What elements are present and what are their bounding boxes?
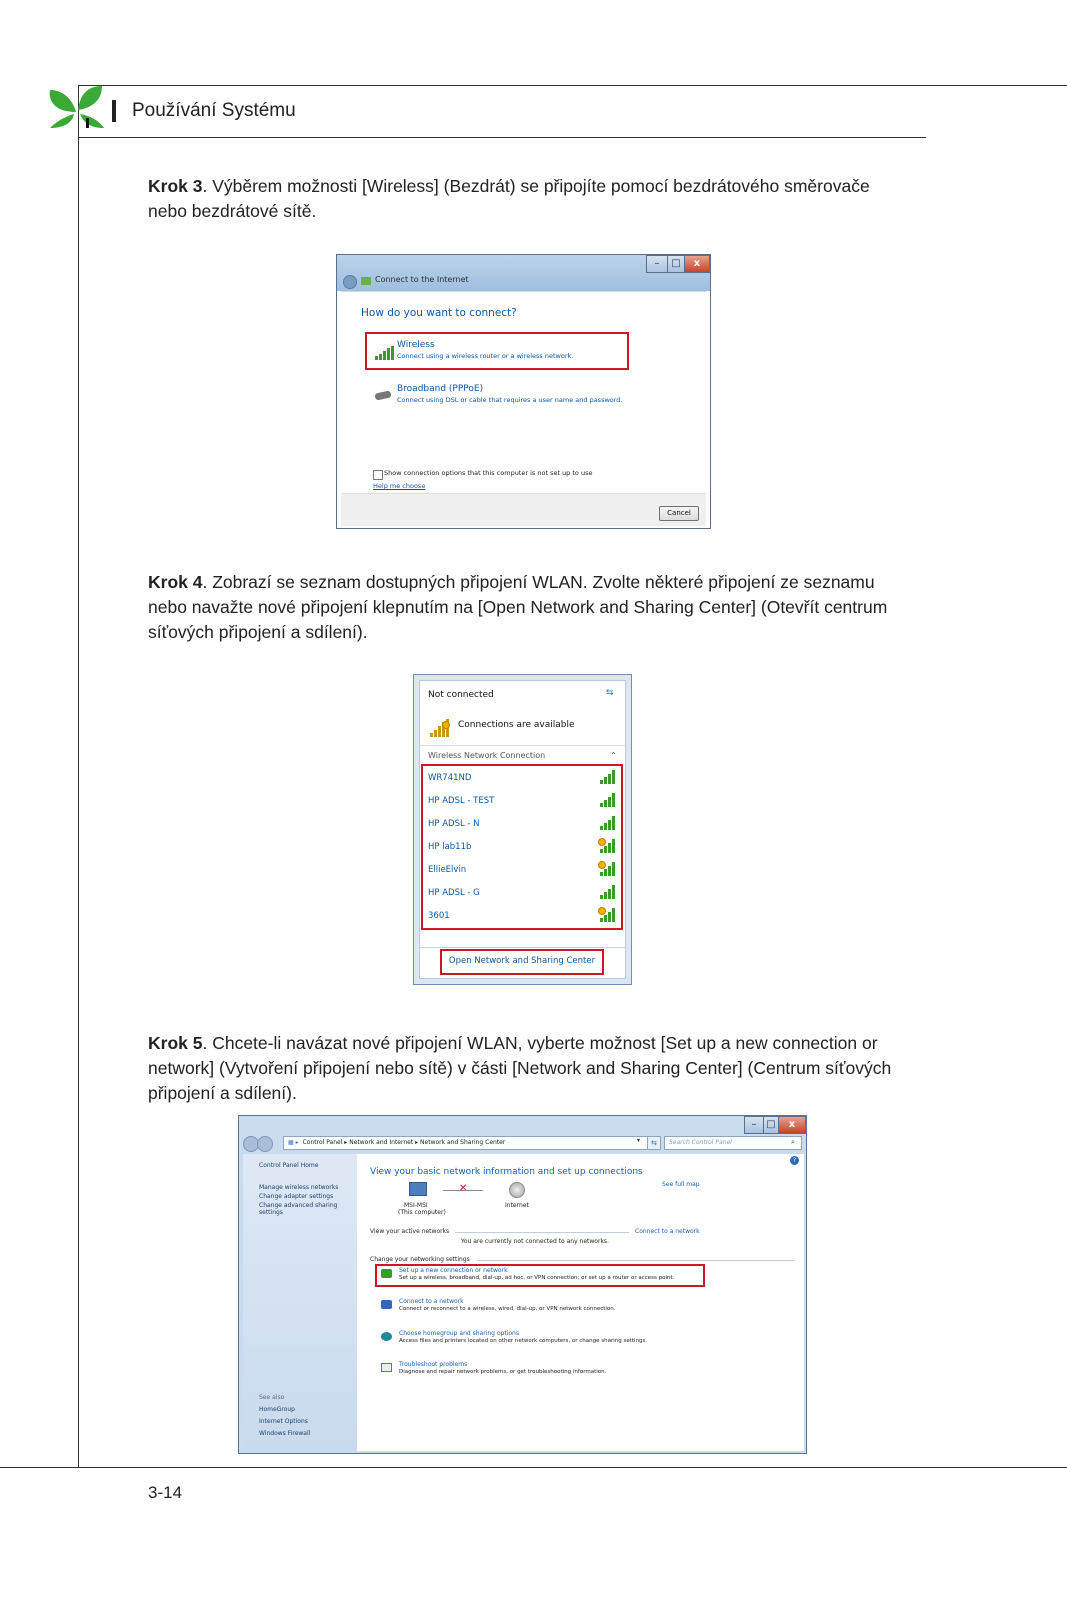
- active-networks-label: View your active networks: [370, 1228, 450, 1235]
- troubleshoot-icon: [381, 1363, 392, 1372]
- footer-rule: [0, 1467, 1067, 1468]
- broadband-option-desc: Connect using DSL or cable that requires a user name and password.: [397, 396, 623, 404]
- task-desc: Diagnose and repair network problems, or get troubleshooting information.: [399, 1369, 607, 1375]
- security-warning-icon: [598, 907, 606, 915]
- header-accent-bar: [112, 100, 116, 122]
- step-3-paragraph: [148, 174, 908, 224]
- dropdown-arrow-icon[interactable]: ▾: [637, 1137, 641, 1144]
- sidebar-advanced-sharing[interactable]: Change advanced sharing settings: [259, 1202, 338, 1216]
- dialog-title: Connect to the Internet: [375, 275, 469, 284]
- step-4-text: . Zobrazí se seznam dostupných připojení WLAN. Zvolte některé připojení ze seznamu nebo navažte nové připojení klepnutím na [Open Network and Sharing Center] (Otevřít centrum síťových připojení a sdílení).: [148, 572, 888, 642]
- task-title: Choose homegroup and sharing options: [399, 1330, 519, 1337]
- security-warning-icon: [598, 861, 606, 869]
- show-options-checkbox[interactable]: [373, 470, 383, 480]
- help-icon[interactable]: ?: [790, 1156, 799, 1165]
- wlan-popup: [413, 674, 632, 985]
- forward-button[interactable]: [257, 1136, 273, 1152]
- highlight-box: [365, 332, 629, 370]
- signal-icon: [600, 885, 615, 899]
- main-heading: View your basic network information and set up connections: [370, 1167, 643, 1177]
- internet-globe-icon: [509, 1182, 525, 1198]
- network-list: [428, 767, 618, 927]
- task-troubleshoot[interactable]: [379, 1361, 699, 1379]
- broadband-option-label: Broadband (PPPoE): [397, 384, 484, 394]
- section-rule: [477, 1260, 795, 1261]
- maximize-button[interactable]: □: [763, 1116, 779, 1134]
- page-number: 3-14: [148, 1483, 183, 1502]
- msi-leaf-logo: [46, 82, 106, 130]
- connect-network-icon: [381, 1300, 392, 1309]
- collapse-chevron-icon[interactable]: ⌃: [610, 751, 617, 760]
- header-rule: [78, 137, 926, 138]
- change-settings-label: Change your networking settings: [370, 1256, 470, 1263]
- step-5-paragraph: [148, 1031, 908, 1106]
- network-item-wr741nd[interactable]: [428, 767, 618, 790]
- divider: [419, 947, 626, 948]
- setup-connection-icon: [381, 1269, 392, 1278]
- step-3-label: Krok 3: [148, 176, 203, 196]
- network-name: HP lab11b: [428, 842, 472, 852]
- task-connect-to-network[interactable]: [379, 1298, 699, 1316]
- network-name: HP ADSL - TEST: [428, 796, 495, 806]
- sidebar-windows-firewall[interactable]: Windows Firewall: [259, 1430, 311, 1437]
- task-desc: Connect or reconnect to a wireless, wired, dial-up, or VPN network connection.: [399, 1306, 616, 1312]
- wireless-option-label: Wireless: [397, 340, 435, 350]
- breadcrumb-network-internet[interactable]: Network and Internet: [349, 1139, 414, 1146]
- close-button[interactable]: x: [684, 255, 710, 273]
- refresh-button[interactable]: ⇆: [647, 1136, 661, 1150]
- sidebar: [243, 1154, 357, 1451]
- network-folder-icon: ▦ ▸: [288, 1139, 299, 1146]
- sidebar-control-panel-home[interactable]: Control Panel Home: [259, 1162, 319, 1169]
- connect-to-network-link[interactable]: Connect to a network: [635, 1228, 700, 1235]
- network-name: EllieElvin: [428, 865, 467, 875]
- not-connected-text: You are currently not connected to any networks.: [461, 1238, 609, 1245]
- help-me-choose-link[interactable]: Help me choose: [373, 482, 426, 490]
- top-rule: [78, 85, 1067, 86]
- network-name: HP ADSL - N: [428, 819, 480, 829]
- divider: [420, 745, 625, 746]
- search-box[interactable]: [664, 1136, 802, 1150]
- dialog-footer: [341, 493, 706, 526]
- close-button[interactable]: x: [778, 1116, 806, 1134]
- step-4-paragraph: [148, 570, 908, 645]
- section-rule: [455, 1232, 629, 1233]
- network-item-hp-lab11b[interactable]: [428, 836, 618, 859]
- network-name: HP ADSL - G: [428, 888, 480, 898]
- section-title: Používání Systému: [132, 100, 296, 121]
- available-star-icon: [442, 721, 450, 729]
- task-title: Connect to a network: [399, 1298, 464, 1305]
- step-5-label: Krok 5: [148, 1033, 203, 1053]
- sidebar-homegroup[interactable]: HomeGroup: [259, 1406, 295, 1413]
- network-sharing-center-window: [238, 1115, 807, 1454]
- cancel-button[interactable]: Cancel: [659, 506, 699, 521]
- task-title: Set up a new connection or network: [399, 1267, 508, 1274]
- signal-icon: [600, 793, 615, 807]
- network-item-ellieelvin[interactable]: [428, 859, 618, 882]
- network-name: WR741ND: [428, 773, 472, 783]
- network-name: 3601: [428, 911, 450, 921]
- computer-icon: [409, 1182, 427, 1196]
- signal-icon: [600, 816, 615, 830]
- homegroup-icon: [381, 1332, 392, 1341]
- task-desc: Access files and printers located on other network computers, or change sharing settings.: [399, 1338, 648, 1344]
- left-rule: [78, 85, 79, 1468]
- see-also-label: See also: [259, 1394, 285, 1401]
- network-item-hp-adsl-n[interactable]: [428, 813, 618, 836]
- network-item-hp-adsl-test[interactable]: [428, 790, 618, 813]
- disconnected-x-icon: ✕: [459, 1183, 468, 1194]
- search-icon[interactable]: ⌕: [791, 1138, 795, 1146]
- dialog-question: How do you want to connect?: [361, 307, 517, 319]
- step-4-label: Krok 4: [148, 572, 203, 592]
- internet-label: Internet: [505, 1202, 529, 1209]
- task-desc: Set up a wireless, broadband, dial-up, ad hoc, or VPN connection; or set up a router or access point.: [399, 1275, 675, 1281]
- breadcrumb-network-sharing-center[interactable]: Network and Sharing Center: [420, 1139, 506, 1146]
- network-item-3601[interactable]: [428, 905, 618, 927]
- search-placeholder: Search Control Panel: [669, 1139, 732, 1146]
- sidebar-manage-wireless[interactable]: Manage wireless networks: [259, 1184, 339, 1191]
- address-bar[interactable]: ▦ ▸ Control Panel ▸ Network and Internet ▸ Network and Sharing Center: [283, 1136, 655, 1150]
- refresh-icon[interactable]: ⇆: [606, 688, 614, 698]
- sidebar-change-adapter[interactable]: Change adapter settings: [259, 1193, 334, 1200]
- modem-icon: [374, 390, 391, 400]
- task-homegroup-sharing[interactable]: [379, 1330, 699, 1348]
- computer-sub: (This computer): [398, 1209, 446, 1216]
- minimize-button[interactable]: –: [646, 255, 668, 273]
- signal-icon: [600, 770, 615, 784]
- connect-dialog: [336, 254, 711, 529]
- network-item-hp-adsl-g[interactable]: [428, 882, 618, 905]
- checkbox-label: Show connection options that this computer is not set up to use: [384, 469, 593, 477]
- task-title: Troubleshoot problems: [399, 1361, 468, 1368]
- main-panel: [357, 1154, 804, 1451]
- back-arrow-icon[interactable]: [343, 275, 357, 289]
- minimize-button[interactable]: –: [744, 1116, 764, 1134]
- sidebar-internet-options[interactable]: Internet Options: [259, 1418, 308, 1425]
- connection-status: Not connected: [428, 690, 494, 700]
- computer-name: MSI-MSI: [404, 1202, 428, 1209]
- breadcrumb-control-panel[interactable]: Control Panel: [302, 1139, 343, 1146]
- step-5-text: . Chcete-li navázat nové připojení WLAN, vyberte možnost [Set up a new connection or network] (Vytvoření připojení nebo sítě) v části [Network and Sharing Center] (Centrum síťových připojení a sdílení).: [148, 1033, 892, 1103]
- connections-available-text: Connections are available: [458, 720, 575, 730]
- security-warning-icon: [598, 838, 606, 846]
- see-full-map-link[interactable]: See full map: [662, 1181, 700, 1188]
- maximize-button[interactable]: □: [667, 255, 685, 273]
- network-globe-icon: [361, 277, 371, 285]
- open-network-sharing-center-link[interactable]: Open Network and Sharing Center: [448, 956, 596, 966]
- task-setup-new-connection[interactable]: [379, 1267, 699, 1285]
- step-3-text: . Výběrem možnosti [Wireless] (Bezdrát) se připojíte pomocí bezdrátového směrovače nebo bezdrátové sítě.: [148, 176, 870, 221]
- wireless-option-desc: Connect using a wireless router or a wireless network.: [397, 352, 574, 360]
- wireless-section-header: Wireless Network Connection: [428, 751, 546, 760]
- broadband-option[interactable]: [365, 384, 635, 410]
- dialog-body: [341, 291, 706, 525]
